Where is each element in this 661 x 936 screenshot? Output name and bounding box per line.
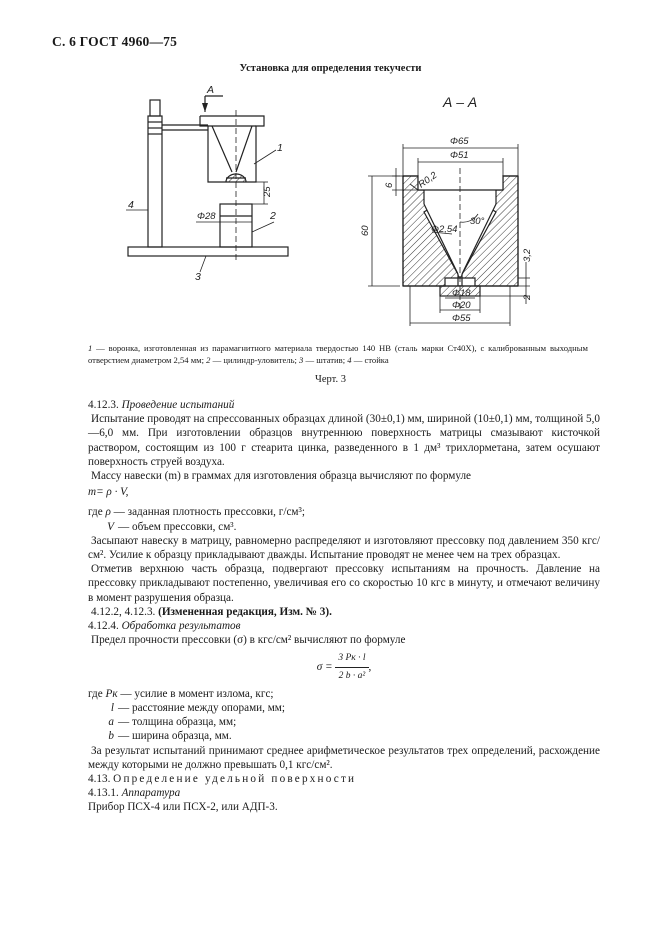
paragraph: Массу навески (m) в граммах для изготовления образца вычисляют по формуле: [91, 470, 472, 483]
section-4-12-3-heading: 4.12.3. Проведение испытаний: [88, 399, 235, 411]
body-text: [88, 398, 600, 815]
label-section-aa: А – А: [443, 94, 478, 110]
drawing-label: Черт. 3: [315, 374, 346, 385]
label-d51: Φ51: [450, 150, 469, 161]
label-section-a: А: [207, 84, 215, 96]
label-d28: Φ28: [197, 211, 216, 222]
label-d65: Φ65: [450, 136, 469, 147]
label-d18: Φ18: [452, 288, 471, 299]
paragraph: За результат испытаний принимают среднее арифметическое результатов трех определений, расхождение между которыми не должно превышать 0,1 кгс/см².: [88, 744, 600, 771]
section-4-13-1-heading: 4.13.1. Аппаратура: [88, 787, 181, 800]
label-r02: R0,2: [416, 169, 440, 191]
label-d254: Φ2,54: [431, 224, 458, 235]
figure-title: Установка для определения текучести: [239, 63, 422, 74]
formula-mass: m= ρ · V,: [88, 486, 129, 499]
figure-drawing: [0, 0, 661, 340]
label-pos2: 2: [270, 210, 276, 222]
definitions-2: где Pк — усилие в момент излома, кгс; l — расстояние между опорами, мм; a — толщина образца, мм; b — ширина образца, мм.: [88, 687, 285, 743]
paragraph: Предел прочности прессовки (σ) в кгс/см² вычисляют по формуле: [91, 634, 406, 647]
label-d20: Φ20: [452, 300, 471, 311]
figure-caption: 1 — воронка, изготовленная из парамагнитного материала твердостью 140 НВ (сталь марки Ст40Х), с калиброванным выходным отверстием диаметром 2,54 мм; 2 — цилиндр-уловитель; 3 — штатив; 4 — стойка: [88, 343, 588, 365]
label-pos3: 3: [195, 271, 201, 283]
label-pos1: 1: [277, 142, 283, 154]
page-header: С. 6 ГОСТ 4960—75: [52, 34, 178, 49]
paragraph: Засыпают навеску в матрицу, равномерно распределяют и изготовляют прессовку под давлением 350 кгс/см². Усилие к образцу прикладывают дважды. Испытание проводят не менее чем на трех образцах.: [88, 534, 600, 562]
paragraph: Прибор ПСХ-4 или ПСХ-2, или АДП-3.: [88, 801, 278, 814]
amendment-note: 4.12.2, 4.12.3. (Измененная редакция, Изм. № 3).: [91, 605, 332, 618]
formula-strength: σ = $\frac{3 Pк \cdot l}{\text{2 b · a²}}$ ,: [316, 653, 372, 681]
section-4-13-heading: 4.13. Определение удельной поверхности: [88, 773, 357, 786]
label-30deg: 30°: [470, 216, 485, 227]
definitions-1: где ρ — заданная плотность прессовки, г/см³; V — объем прессовки, см³.: [88, 506, 305, 533]
label-25: 25: [262, 186, 273, 197]
label-h60: 60: [360, 225, 371, 236]
label-pos4: 4: [128, 199, 134, 211]
paragraph: Испытание проводят на спрессованных образцах длиной (30±0,1) мм, шириной (10±0,1) мм, толщиной 5,0—6,0 мм. При изготовлении образцов внутреннюю поверхность матрицы смазывают кисточкой раствором, состоящим из 100 г стеарита цинка, разведенного в 1 дм³ трихлорметана, затем осушают поверхность струей воздуха.: [88, 413, 600, 468]
label-h2: 2: [522, 294, 533, 300]
section-4-12-4-heading: 4.12.4. Обработка результатов: [88, 620, 241, 633]
label-h6: 6: [384, 182, 395, 188]
paragraph: Отметив верхнюю часть образца, подвергают прессовку испытаниям на прочность. Давление на прессовку прикладывают постепенно, увеличивая его со скоростью 10 кгс в минуту, и отмечают величину в момент разрушения образца.: [88, 563, 600, 604]
label-d55: Φ55: [452, 313, 471, 324]
label-h32: 3,2: [522, 248, 533, 262]
apparatus-drawing: [126, 96, 288, 272]
